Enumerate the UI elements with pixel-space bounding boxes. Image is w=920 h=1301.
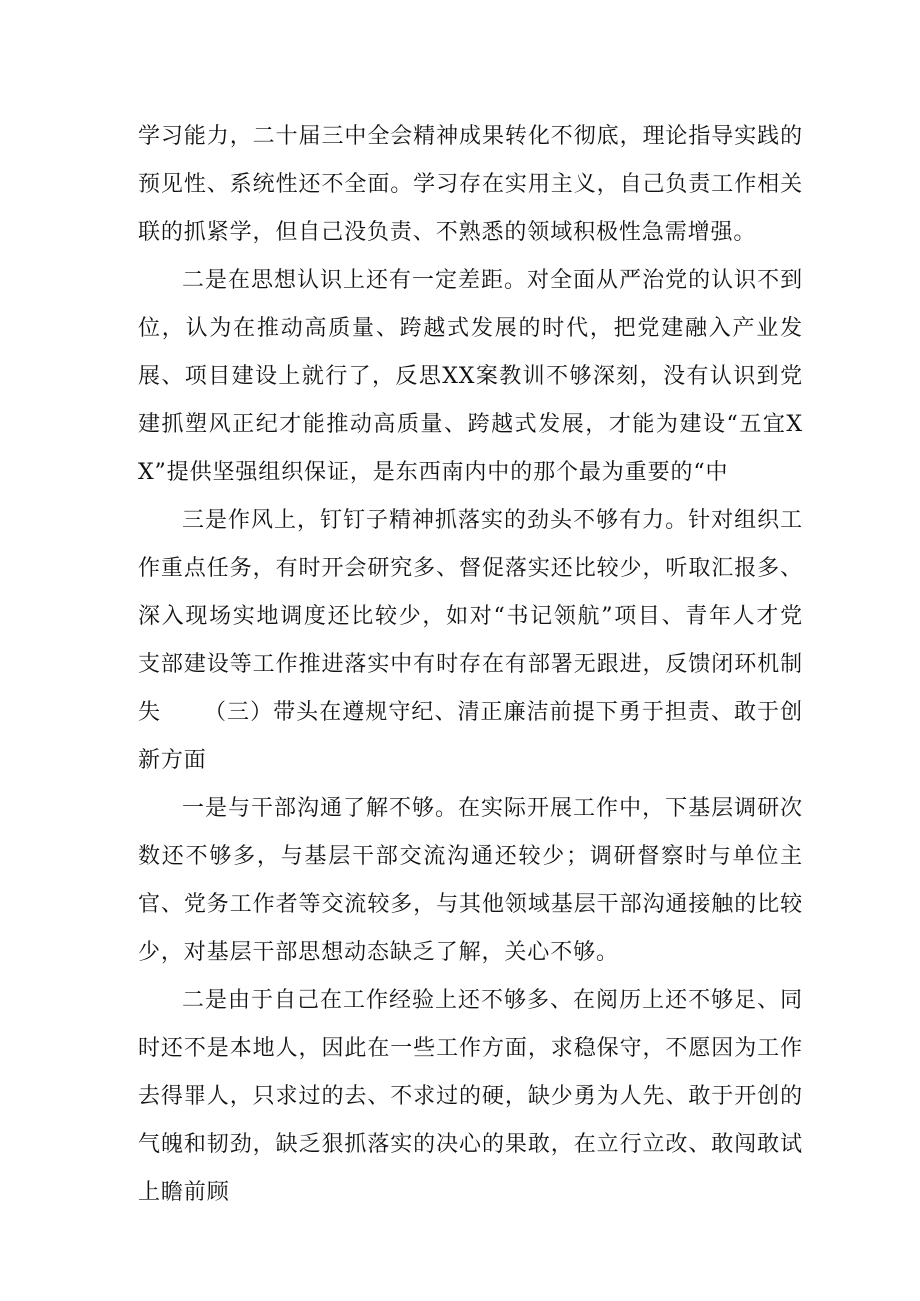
paragraph-ideological-gap: 二是在思想认识上还有一定差距。对全面从严治党的认识不到位，认为在推动高质量、跨越式发展的时代，把党建融入产业发展、项目建设上就行了，反思XX案教训不够深刻，没有认识到党建抓塑风正纪才能推动高质量、跨越式发展，才能为建设“五宜XX”提供坚强组织保证，是东西南内中的那个最为重要的“中 [138,268,803,485]
paragraph-study-ability: 学习能力，二十届三中全会精神成果转化不彻底，理论指导实践的预见性、系统性还不全面。学习存在实用主义，自己负责工作相关联的抓紧学，但自己没负责、不熟悉的领域积极性急需增强。 [138,124,803,245]
paragraph-cadre-communication: 一是与干部沟通了解不够。在实际开展工作中，下基层调研次数还不够多，与基层干部交流沟通还较少；调研督察时与单位主官、党务工作者等交流较多，与其他领域基层干部沟通接触的比较少，对基层干部思想动态缺乏了解，关心不够。 [138,796,803,965]
section-heading-three: （三）带头在遵规守纪、清正廉洁前提下勇于担责、敢于创新方面 [138,700,803,773]
paragraph-work-experience: 二是由于自己在工作经验上还不够多、在阅历上还不够足、同时还不是本地人，因此在一些工作方面，求稳保守，不愿因为工作去得罪人，只求过的去、不求过的硬，缺少勇为人先、敢于开创的气魄和韧劲，缺乏狠抓落实的决心的果敢，在立行立改、敢闯敢试上瞻前顾 [138,988,803,1205]
paragraph-work-style: 三是作风上，钉钉子精神抓落实的劲头不够有力。针对组织工作重点任务，有时开会研究多、督促落实还比较少，听取汇报多、深入现场实地调度还比较少，如对“书记领航”项目、青年人才党支部建设等工作推进落实中有时存在有部署无跟进，反馈闭环机制失 [138,508,803,725]
